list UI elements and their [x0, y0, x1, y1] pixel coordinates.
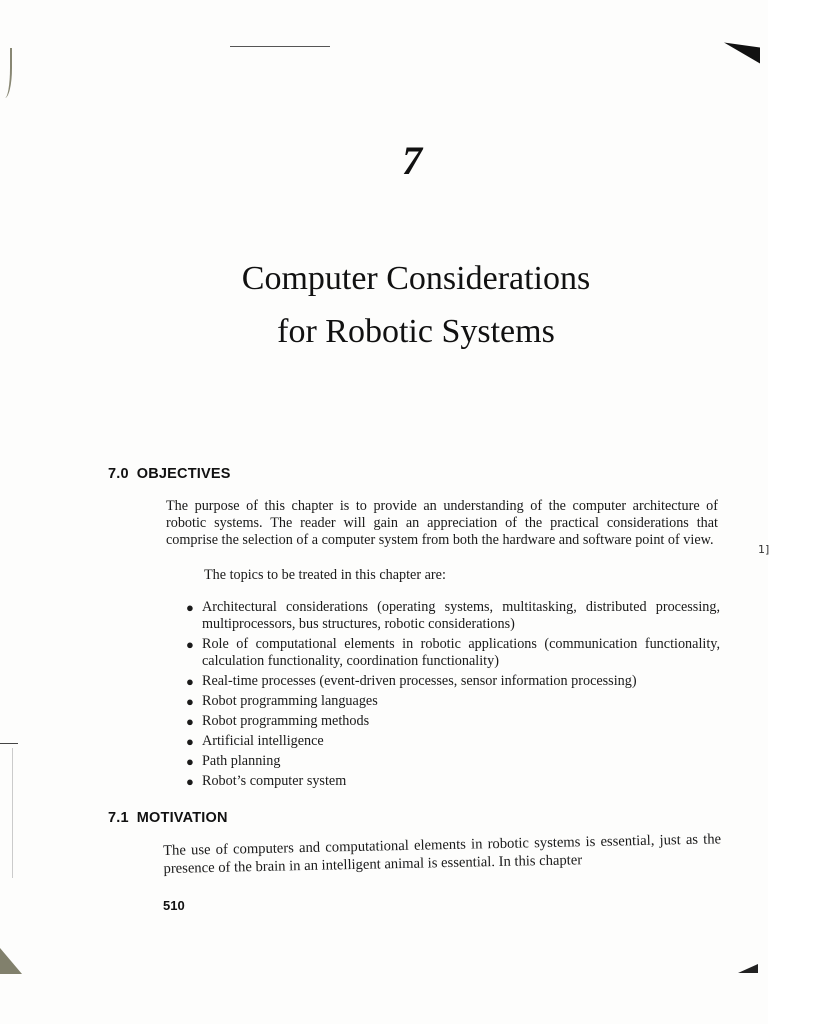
list-item — [186, 599, 720, 633]
scan-top-rule — [230, 46, 330, 47]
scan-corner-bottom-right — [738, 964, 758, 973]
objectives-intro-paragraph: The purpose of this chapter is to provide an understanding of the computer architecture of robotic systems. The reader will gain an appreciation of the practical considerations that comprise the selection of a computer system from both the hardware and software point of view. — [166, 498, 718, 548]
topic-text: Role of computational elements in robotic applications (communication functionality, calculation functionality, coordination functionality) — [202, 636, 720, 669]
chapter-title-line-2: for Robotic Systems — [277, 313, 555, 350]
chapter-number: 7 — [402, 138, 422, 183]
bullet-icon: ● — [186, 754, 194, 769]
list-item — [186, 713, 720, 730]
topic-text: Path planning — [202, 753, 281, 769]
scan-left-tick — [0, 743, 18, 744]
list-item — [186, 693, 720, 710]
scan-left-line — [12, 748, 13, 878]
margin-mark: 1] — [758, 543, 770, 556]
bullet-icon: ● — [186, 694, 194, 709]
bullet-icon: ● — [186, 714, 194, 729]
chapter-title-line-1: Computer Considerations — [241, 260, 591, 297]
bullet-icon: ● — [186, 774, 194, 789]
motivation-paragraph: The use of computers and computational elements in robotic systems is essential, just as the presence of the brain in an intelligent animal is essential. In this chapter — [163, 831, 722, 877]
list-item — [186, 753, 720, 770]
scan-left-edge-bottom — [0, 948, 22, 974]
scan-left-edge — [0, 48, 12, 98]
topic-text: Robot programming methods — [202, 713, 370, 729]
section-number: 7.0 — [108, 466, 129, 482]
list-item — [186, 733, 720, 750]
topic-text: Artificial intelligence — [202, 733, 324, 749]
topic-text: Robot’s computer system — [202, 773, 347, 789]
scan-corner-top-right — [724, 42, 760, 63]
objectives-lead-sentence: The topics to be treated in this chapter are: — [204, 567, 446, 583]
bullet-icon: ● — [186, 600, 194, 615]
topic-text: Robot programming languages — [202, 693, 378, 709]
topic-text: Real-time processes (event-driven processes, sensor information processing) — [202, 673, 637, 689]
list-item — [186, 636, 720, 670]
bullet-icon: ● — [186, 674, 194, 689]
list-item — [186, 773, 720, 790]
page-number: 510 — [163, 898, 185, 913]
list-item — [186, 673, 720, 690]
section-title: OBJECTIVES — [136, 466, 231, 482]
bullet-icon: ● — [186, 734, 194, 749]
section-heading-objectives — [108, 466, 231, 482]
section-number: 7.1 — [108, 810, 129, 826]
topics-list — [186, 599, 720, 793]
section-title: MOTIVATION — [136, 810, 228, 826]
topic-text: Architectural considerations (operating systems, multitasking, distributed processing, multiprocessors, bus structures, robotic considerations) — [202, 599, 720, 632]
chapter-title — [0, 252, 832, 358]
bullet-icon: ● — [186, 637, 194, 652]
section-heading-motivation — [108, 810, 228, 826]
